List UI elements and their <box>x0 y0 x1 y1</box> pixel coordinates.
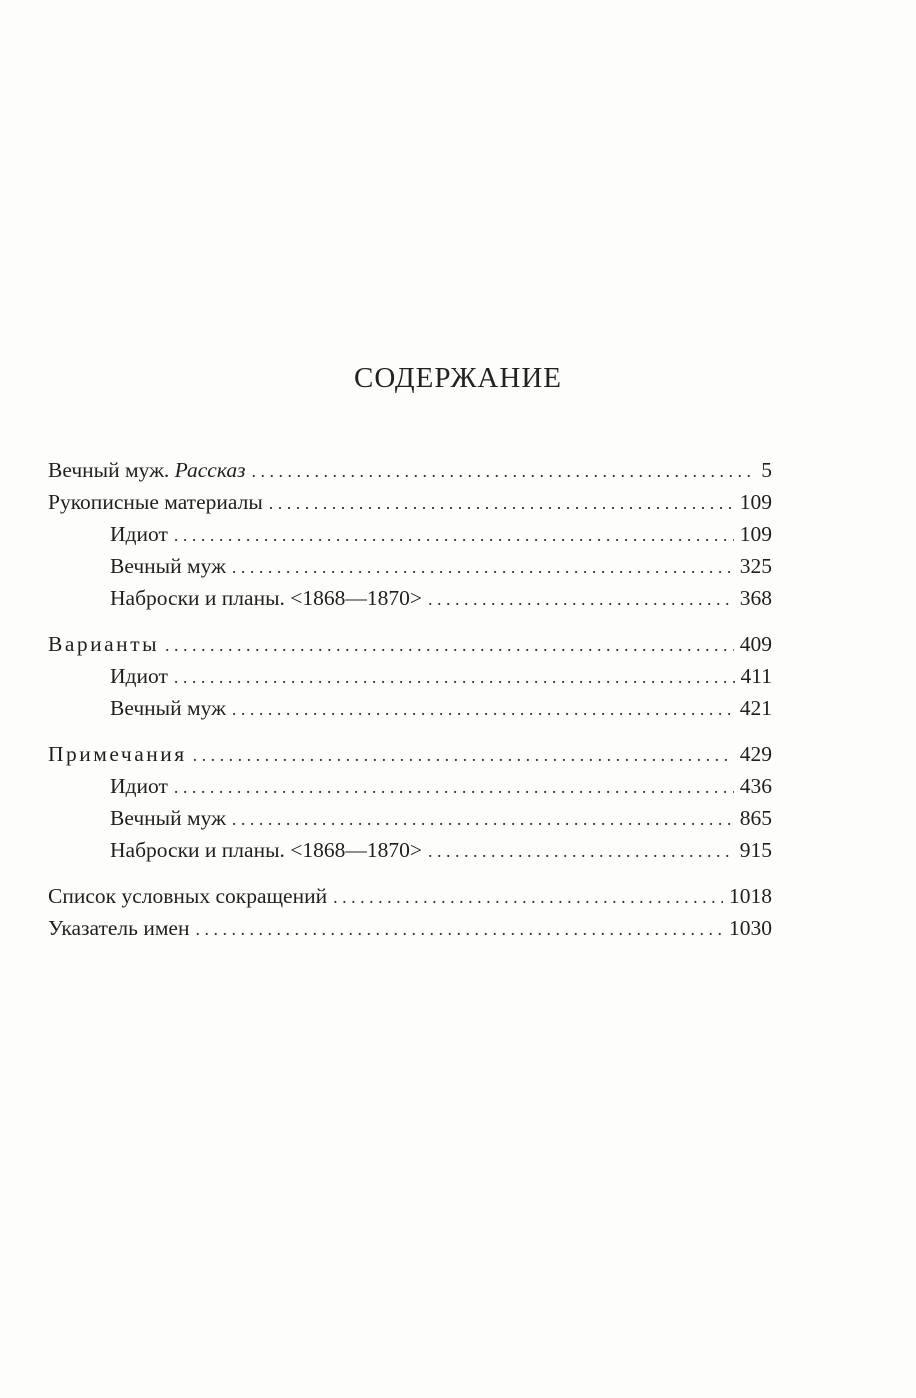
dot-leader <box>195 913 723 945</box>
toc-entry[interactable] <box>48 880 772 912</box>
toc-entry[interactable] <box>48 738 772 770</box>
dot-leader <box>269 487 734 519</box>
toc-entry-label: Наброски и планы. <1868—1870> <box>110 838 423 862</box>
toc-entry-page: 368 <box>739 586 772 610</box>
toc-entry-label: Идиот <box>110 774 168 798</box>
table-of-contents <box>48 454 772 944</box>
toc-subentry[interactable] <box>48 692 772 724</box>
toc-entry-label: Варианты <box>48 632 160 656</box>
toc-entry-label: Указатель имен <box>48 916 190 940</box>
toc-entry-page: 109 <box>739 490 772 514</box>
toc-entry-label: Вечный муж <box>110 806 226 830</box>
toc-entry-page: 325 <box>739 554 772 578</box>
toc-entry-page: 109 <box>739 522 772 546</box>
toc-entry-page: 5 <box>761 458 772 482</box>
toc-entry-page: 865 <box>739 806 772 830</box>
toc-entry-label: Примечания <box>48 742 187 766</box>
dot-leader <box>165 629 734 661</box>
dot-leader <box>193 739 734 771</box>
toc-subentry[interactable] <box>48 518 772 550</box>
toc-subentry[interactable] <box>48 770 772 802</box>
dot-leader <box>174 519 734 551</box>
dot-leader <box>174 771 734 803</box>
dot-leader <box>232 693 734 725</box>
toc-entry-page: 421 <box>739 696 772 720</box>
toc-entry-page: 915 <box>739 838 772 862</box>
page-title: СОДЕРЖАНИЕ <box>354 362 562 394</box>
toc-entry[interactable] <box>48 912 772 944</box>
toc-entry-label: Идиот <box>110 664 168 688</box>
toc-entry-label: Вечный муж <box>110 696 226 720</box>
toc-entry-label: Рукописные материалы <box>48 490 263 514</box>
toc-entry-label: Список условных сокращений <box>48 884 328 908</box>
toc-entry-label: Вечный муж <box>110 554 226 578</box>
dot-leader <box>428 835 734 867</box>
toc-entry-page: 1030 <box>729 916 772 940</box>
toc-entry-label: Вечный муж. Рассказ <box>48 458 246 482</box>
toc-subentry[interactable] <box>48 802 772 834</box>
toc-entry-page: 436 <box>739 774 772 798</box>
toc-entry[interactable] <box>48 628 772 660</box>
toc-entry-label: Наброски и планы. <1868—1870> <box>110 586 423 610</box>
toc-subentry[interactable] <box>48 550 772 582</box>
toc-entry-genre: Рассказ <box>174 458 246 482</box>
dot-leader <box>333 881 723 913</box>
toc-entry[interactable] <box>48 454 772 486</box>
dot-leader <box>251 455 755 487</box>
toc-subentry[interactable] <box>48 582 772 614</box>
dot-leader <box>174 661 735 693</box>
dot-leader <box>232 551 734 583</box>
dot-leader <box>428 583 734 615</box>
toc-subentry[interactable] <box>48 834 772 866</box>
toc-subentry[interactable] <box>48 660 772 692</box>
toc-entry-page: 409 <box>739 632 772 656</box>
toc-entry-label: Идиот <box>110 522 168 546</box>
toc-entry-page: 1018 <box>729 884 772 908</box>
toc-entry[interactable] <box>48 486 772 518</box>
dot-leader <box>232 803 734 835</box>
toc-entry-page: 429 <box>739 742 772 766</box>
toc-entry-page: 411 <box>740 664 772 688</box>
